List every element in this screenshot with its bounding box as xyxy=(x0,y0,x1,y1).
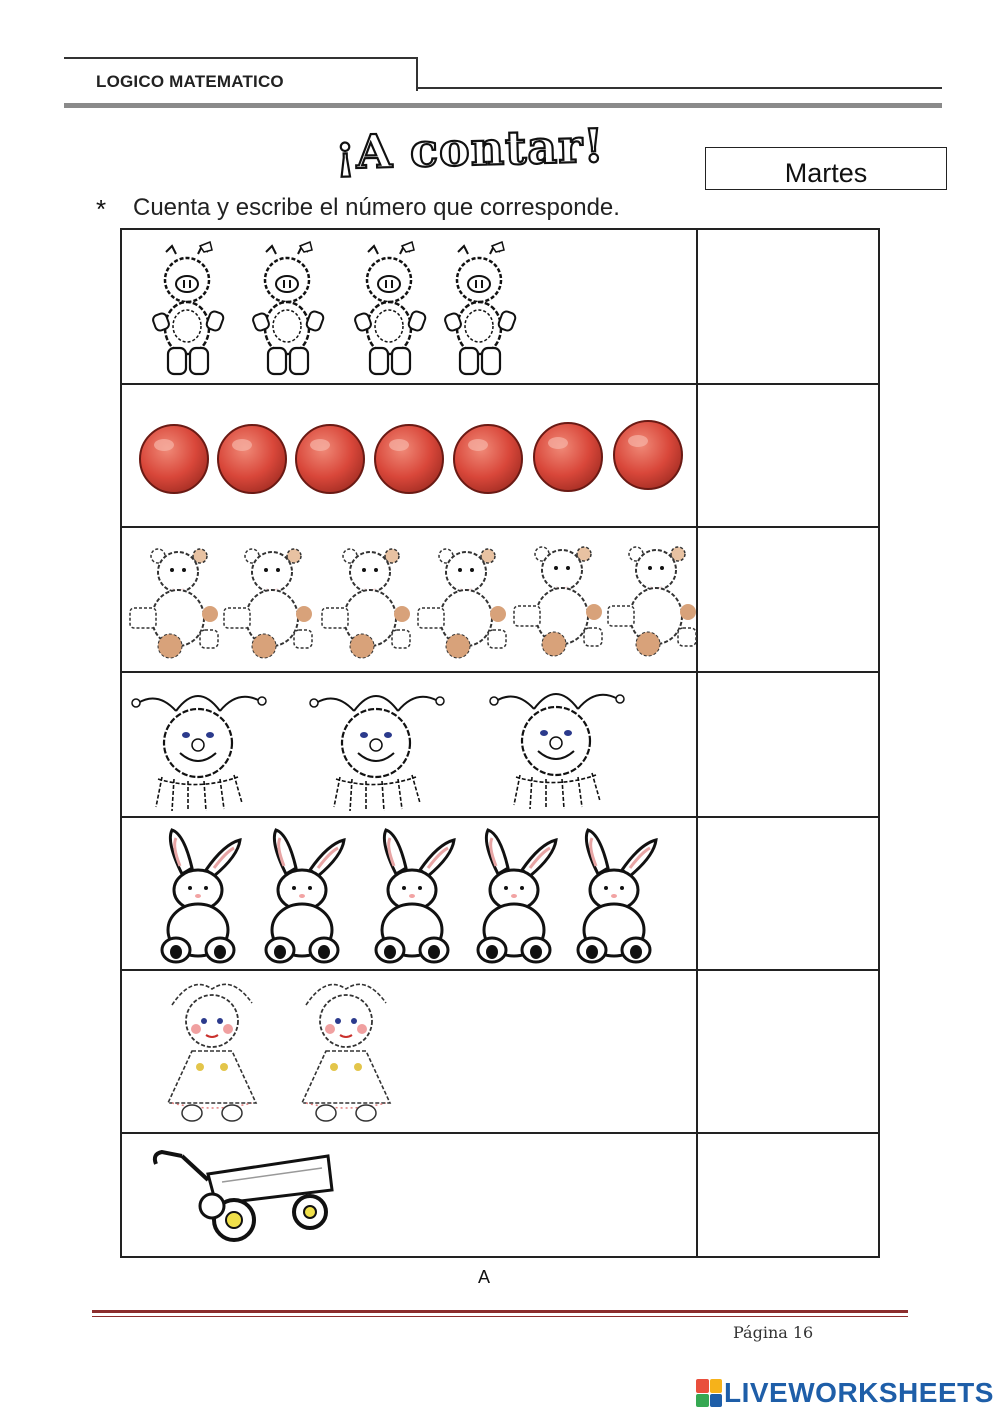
teddy-bear-icon xyxy=(224,549,312,658)
rag-doll-icon xyxy=(302,984,390,1121)
pictures-cell xyxy=(122,385,698,526)
header-thick-rule xyxy=(64,103,942,108)
worksheet-title: ¡A contar! xyxy=(334,118,606,180)
teddy-bear-icon xyxy=(514,547,602,656)
header-rule xyxy=(416,87,942,89)
instruction-bullet: * xyxy=(96,194,107,224)
red-ball-icon xyxy=(614,421,682,489)
table-row xyxy=(122,230,878,385)
red-ball-icon xyxy=(140,425,208,493)
page-number: Página 16 xyxy=(733,1323,814,1342)
rag-doll-group xyxy=(122,971,698,1132)
rag-doll-icon xyxy=(168,984,256,1121)
footer-rule xyxy=(92,1310,908,1313)
pictures-cell xyxy=(122,1134,698,1256)
clown-jester-icon xyxy=(310,696,444,811)
clown-jester-group xyxy=(122,673,698,816)
answer-cell[interactable] xyxy=(698,1134,878,1256)
bunny-icon xyxy=(478,830,556,962)
bunny-icon xyxy=(266,830,344,962)
red-ball-icon xyxy=(454,425,522,493)
red-ball-icon xyxy=(375,425,443,493)
table-row xyxy=(122,971,878,1134)
pig-toy-icon xyxy=(152,242,225,374)
clown-jester-icon xyxy=(490,694,624,809)
teddy-bear-icon xyxy=(322,549,410,658)
bunny-icon xyxy=(578,830,656,962)
pig-toy-group xyxy=(122,230,698,383)
day-label: Martes xyxy=(784,158,868,188)
answer-cell[interactable] xyxy=(698,818,878,969)
pictures-cell xyxy=(122,528,698,671)
red-ball-group xyxy=(122,385,698,526)
clown-jester-icon xyxy=(132,696,266,811)
answer-cell[interactable] xyxy=(698,385,878,526)
red-ball-icon xyxy=(296,425,364,493)
red-ball-icon xyxy=(534,423,602,491)
teddy-bear-icon xyxy=(608,547,696,656)
teddy-bear-group xyxy=(122,528,698,671)
pig-toy-icon xyxy=(252,242,325,374)
teddy-bear-icon xyxy=(130,549,218,658)
bunny-icon xyxy=(376,830,454,962)
table-row xyxy=(122,385,878,528)
day-box xyxy=(705,147,947,190)
wagon-group xyxy=(122,1134,698,1256)
pictures-cell xyxy=(122,673,698,816)
teddy-bear-icon xyxy=(418,549,506,658)
answer-cell[interactable] xyxy=(698,230,878,383)
liveworksheets-logo-icon xyxy=(696,1379,722,1407)
pictures-cell xyxy=(122,230,698,383)
red-ball-icon xyxy=(218,425,286,493)
answer-cell[interactable] xyxy=(698,528,878,671)
pig-toy-icon xyxy=(354,242,427,374)
pictures-cell xyxy=(122,971,698,1132)
bunny-icon xyxy=(162,830,240,962)
watermark-text: LIVEWORKSHEETS xyxy=(724,1377,994,1408)
pictures-cell xyxy=(122,818,698,969)
answer-cell[interactable] xyxy=(698,673,878,816)
instruction-text: Cuenta y escribe el número que corresponde. xyxy=(133,194,620,221)
table-row xyxy=(122,528,878,673)
pig-toy-icon xyxy=(444,242,517,374)
footer-rule-thin xyxy=(92,1316,908,1317)
answer-cell[interactable] xyxy=(698,971,878,1132)
table-row xyxy=(122,818,878,971)
wagon-icon xyxy=(155,1152,332,1240)
liveworksheets-watermark xyxy=(696,1376,994,1410)
counting-table xyxy=(120,228,880,1258)
table-row xyxy=(122,673,878,818)
bunny-group xyxy=(122,818,698,969)
section-title: LOGICO MATEMATICO xyxy=(96,72,284,91)
table-row xyxy=(122,1134,878,1256)
page-letter: A xyxy=(478,1267,491,1287)
